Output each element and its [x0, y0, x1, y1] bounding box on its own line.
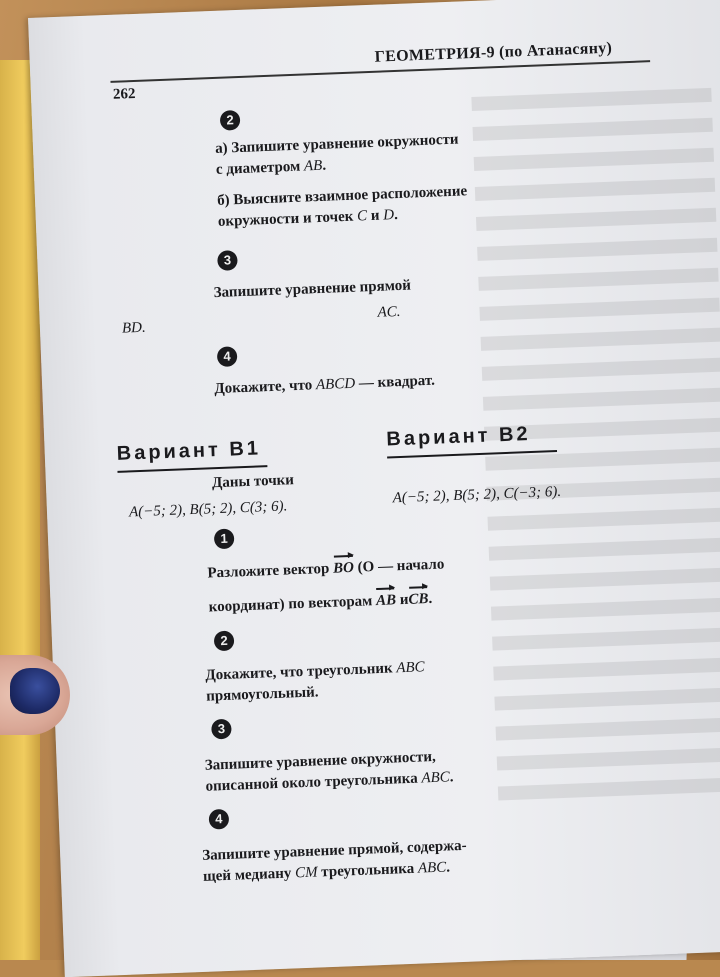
var-c: C: [356, 208, 368, 225]
painted-thumbnail: [10, 668, 60, 714]
var-cm: CM: [294, 864, 318, 882]
task3-right-fragment: AC.: [377, 303, 401, 321]
task-number-badge: 2: [214, 631, 235, 652]
b1-task3-line2: описанной около треугольника: [205, 770, 422, 795]
b1-task2-line2: прямоугольный.: [205, 684, 319, 705]
variant-b2-rule: [387, 450, 557, 459]
var-abc: ABC: [396, 659, 425, 677]
task-number-badge: 1: [214, 528, 235, 549]
punct: .: [445, 859, 451, 876]
b1-task1-prefix: Разложите вектор: [207, 560, 334, 582]
task3-left-fragment: BD.: [121, 319, 147, 337]
variant-b1-given: Даны точки: [211, 472, 295, 492]
b1-task2-text: [205, 657, 426, 707]
task-number-badge: 4: [217, 346, 238, 367]
conj: и: [395, 591, 409, 609]
vector-bo: BO: [333, 558, 355, 580]
variant-b1-points: A(−5; 2), B(5; 2), C(3; 6).: [128, 498, 288, 521]
var-d: D: [382, 207, 395, 224]
task2-part-b: [217, 181, 469, 233]
task2-b-line2: окружности и точек: [217, 208, 358, 230]
punct: .: [393, 206, 399, 224]
task4-text: [214, 371, 435, 400]
b1-task4-text: [202, 836, 468, 888]
var-abcd: ABCD: [315, 375, 356, 394]
task2-a-line2: с диаметром: [215, 158, 305, 178]
b1-task1-line1: [207, 554, 445, 584]
task2-part-a: [215, 130, 460, 181]
show-through-text: [471, 72, 720, 941]
task-number-badge: 2: [220, 110, 241, 131]
vector-cb: CB: [408, 589, 429, 611]
task3-text: Запишите уравнение прямой: [213, 277, 412, 302]
punct: .: [322, 157, 327, 174]
task2-a-line1: а) Запишите уравнение окружности: [214, 131, 459, 157]
b1-task2-prefix: Докажите, что треугольник: [205, 660, 397, 684]
page-header-title: ГЕОМЕТРИЯ-9 (по Атанасяну): [374, 39, 613, 66]
vector-ab: AB: [376, 590, 397, 612]
var-ab: AB: [303, 157, 323, 175]
punct: .: [449, 769, 454, 786]
task-number-badge: 4: [209, 809, 230, 830]
b1-task3-text: [204, 746, 453, 797]
task2-b-line1: б) Выясните взаимное расположение: [216, 183, 468, 209]
variant-b2-points: A(−5; 2), B(5; 2), C(−3; 6).: [392, 483, 562, 507]
b1-task1-line2-prefix: координат) по векторам: [208, 593, 377, 616]
var-abc: ABC: [417, 859, 447, 877]
variant-b1-title: Вариант В1: [116, 437, 262, 465]
task4-suffix: — квадрат.: [354, 372, 436, 392]
punct: .: [428, 590, 433, 608]
variant-b2-title: Вариант В2: [386, 423, 531, 451]
b1-task4-line1: Запишите уравнение прямой, содержа-: [201, 837, 467, 864]
var-abc: ABC: [421, 769, 451, 787]
b1-task1-suffix: (O — начало: [353, 556, 445, 576]
page-number: 262: [112, 85, 136, 103]
conj: и: [366, 207, 384, 225]
b1-task1-line2: [208, 589, 432, 619]
task-number-badge: 3: [211, 719, 232, 740]
task4-prefix: Докажите, что: [214, 377, 317, 398]
b1-task4-mid: треугольника: [317, 860, 419, 881]
b1-task3-line1: Запишите уравнение окружности,: [204, 748, 437, 774]
b1-task4-line2: щей медиану: [202, 865, 296, 885]
task-number-badge: 3: [217, 250, 238, 271]
book-page: [28, 0, 720, 977]
